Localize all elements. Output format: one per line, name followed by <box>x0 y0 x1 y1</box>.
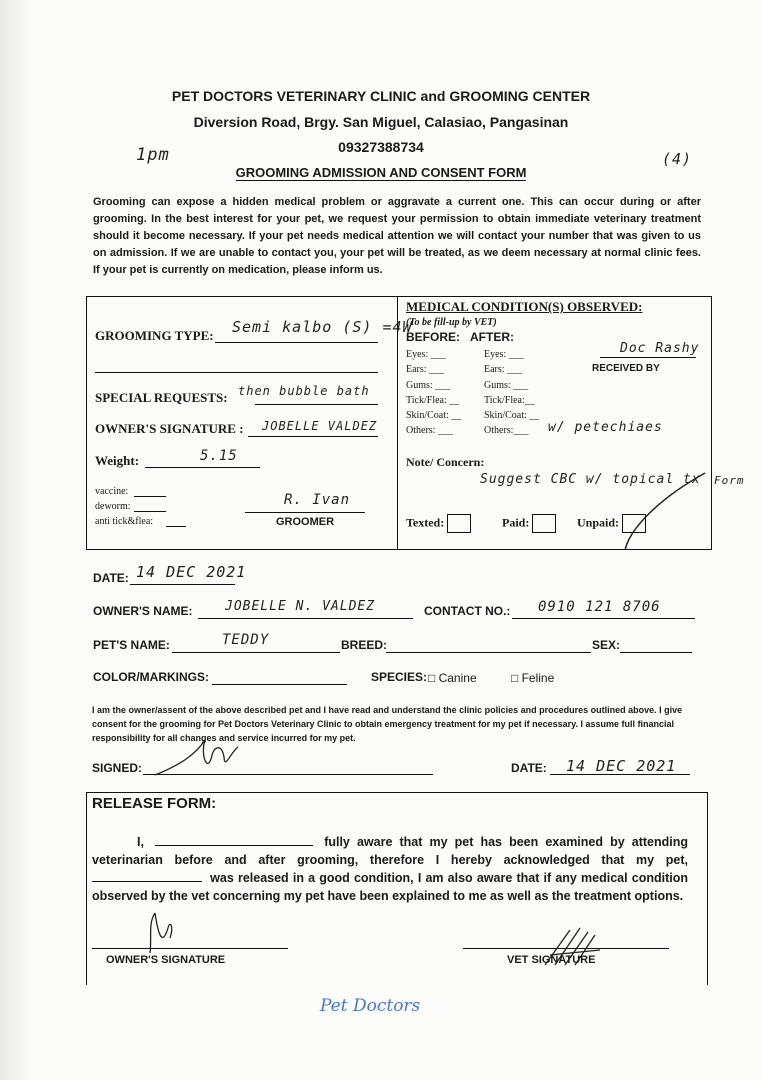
owner-signature-scribble <box>150 735 250 780</box>
weight-label: Weight: <box>95 453 140 468</box>
before-eyes: Eyes: ___ <box>406 349 446 360</box>
note-field[interactable]: Suggest CBC w/ topical tx <box>480 472 701 487</box>
owner-signature-label: OWNER'S SIGNATURE : <box>95 421 244 436</box>
grooming-type-line <box>215 342 378 343</box>
deworm-line <box>134 511 166 512</box>
vaccine-label: vaccine: <box>95 486 129 497</box>
intro-paragraph: Grooming can expose a hidden medical problem or aggravate a current one. This can occur during or after grooming. In the best interest for your pet, we request your permission to obtain immediate veterinary treatment should it become necessary. If your pet needs medical attention we will contact your number that was given to us on admission. If we are unable to contact you, your pet will be treated, as we deem necessary at normal clinic fees. If your pet is currently on medication, please inform us. <box>93 196 701 276</box>
vaccine-line <box>134 496 166 497</box>
release-text-b: was released in a good condition, I am also aware that if any medical condition observed by the vet concerning my pet have been explained to me as well as the treatment options. <box>92 871 688 903</box>
unpaid-check-mark <box>600 468 720 558</box>
weight-line <box>145 467 260 468</box>
time-note: 1pm <box>136 145 170 165</box>
received-by-line <box>600 357 696 358</box>
sex-label: SEX: <box>592 638 621 652</box>
breed-line <box>386 652 591 653</box>
form-title <box>0 165 762 180</box>
form-title-text: GROOMING ADMISSION AND CONSENT FORM <box>235 165 527 180</box>
paid-label <box>502 514 556 533</box>
note-label: Note/ Concern: <box>406 455 485 469</box>
texted-text: Texted: <box>406 515 445 530</box>
release-owner-sig-line <box>92 948 288 949</box>
owner-name-field[interactable]: JOBELLE N. VALDEZ <box>225 599 376 614</box>
others-after-field[interactable]: w/ petechiaes <box>548 420 663 435</box>
release-text-a: fully aware that my pet has been examined by attending veterinarian before and after grooming, therefore I hereby acknowledged that my pet, <box>92 835 688 867</box>
medical-title: MEDICAL CONDITION(S) OBSERVED: <box>406 299 643 314</box>
release-owner-scribble <box>140 908 180 958</box>
special-requests-label: SPECIAL REQUESTS: <box>95 390 228 405</box>
paid-checkbox[interactable] <box>532 514 556 533</box>
unpaid-text: Unpaid: <box>577 515 620 530</box>
species-feline[interactable]: □ Feline <box>511 671 555 685</box>
date-field[interactable]: 14 DEC 2021 <box>136 563 247 581</box>
texted-label <box>406 514 471 533</box>
groomer-line <box>245 512 365 513</box>
after-eyes: Eyes: ___ <box>484 349 524 360</box>
owner-name-label: OWNER'S NAME: <box>93 604 193 618</box>
grooming-blank-line <box>95 372 378 373</box>
after-tickflea: Tick/Flea:__ <box>484 394 535 406</box>
release-i: I, <box>137 835 144 849</box>
feline-text: Feline <box>521 671 555 685</box>
groomer-field[interactable]: R. Ivan <box>284 492 351 508</box>
weight-field[interactable]: 5.15 <box>200 448 238 464</box>
deworm-label: deworm: <box>95 501 131 512</box>
sex-line <box>620 652 692 653</box>
antitick-line <box>166 526 186 527</box>
color-markings-label: COLOR/MARKINGS: <box>93 670 209 684</box>
breed-label: BREED: <box>341 638 388 652</box>
after-list <box>484 347 539 439</box>
before-ears: Ears: ___ <box>406 364 445 376</box>
owner-signature-line <box>248 436 378 437</box>
paid-text: Paid: <box>502 515 530 530</box>
clinic-phone: 09327388734 <box>338 139 424 155</box>
before-list <box>406 347 461 439</box>
release-owner-sig-label: OWNER'S SIGNATURE <box>106 954 226 966</box>
date-label: DATE: <box>93 571 129 585</box>
after-ears: Ears: ___ <box>484 364 523 376</box>
before-others: Others: ___ <box>406 425 453 437</box>
release-name-blank[interactable] <box>155 833 313 846</box>
corner-note: (4) <box>662 150 693 168</box>
pet-name-field[interactable]: TEDDY <box>222 632 270 648</box>
signed-label: SIGNED: <box>92 761 143 775</box>
release-paragraph <box>92 833 688 905</box>
antitick-label: anti tick&flea: <box>95 516 154 527</box>
before-skincoat: Skin/Coat: __ <box>406 410 462 422</box>
owner-name-line <box>198 618 413 619</box>
clinic-address: Diversion Road, Brgy. San Miguel, Calasiao, Pangasinan <box>193 114 569 130</box>
texted-checkbox[interactable] <box>447 514 471 533</box>
before-tickflea: Tick/Flea: __ <box>406 394 460 406</box>
species-canine[interactable]: □ Canine <box>428 671 477 685</box>
before-gums: Gums: ___ <box>406 379 451 391</box>
after-label: AFTER: <box>470 330 514 344</box>
consent-date-label: DATE: <box>511 761 547 775</box>
consent-paragraph: I am the owner/assent of the above described pet and I have read and understand the clinic policies and procedures outlined above. I give consent for the grooming for Pet Doctors Veterinary Clinic to obtain emergency treatment for my pet if necessary. I assume full financial responsibility for all changes and service incurred for my pet. <box>92 705 683 743</box>
after-skincoat: Skin/Coat: __ <box>484 410 540 422</box>
color-markings-line <box>212 684 347 685</box>
contact-label: CONTACT NO.: <box>424 604 511 618</box>
canine-text: Canine <box>438 671 477 685</box>
received-by-label: RECEIVED BY <box>592 363 660 374</box>
groomer-label: GROOMER <box>275 516 335 528</box>
clinic-name: PET DOCTORS VETERINARY CLINIC and GROOMING CENTER <box>171 88 591 104</box>
consent-date-field[interactable]: 14 DEC 2021 <box>566 757 677 775</box>
special-requests-line <box>255 404 378 405</box>
species-label: SPECIES: <box>371 670 428 684</box>
contact-field[interactable]: 0910 121 8706 <box>538 599 661 615</box>
grooming-type-label: GROOMING TYPE: <box>95 328 214 343</box>
owner-signature-field[interactable]: JOBELLE VALDEZ <box>262 419 378 433</box>
medical-subtitle: (To be fill-up by VET) <box>406 317 497 328</box>
release-vet-sig-label: VET SIGNATURE <box>507 954 596 966</box>
grooming-type-field[interactable]: Semi kalbo (S) =4W <box>232 318 413 336</box>
date-line <box>130 584 235 585</box>
pet-name-label: PET'S NAME: <box>93 638 170 652</box>
after-gums: Gums: ___ <box>484 379 529 391</box>
scan-edge <box>0 0 30 1080</box>
release-pet-blank[interactable] <box>92 869 202 882</box>
received-by-field[interactable]: Doc Rashy <box>620 341 700 356</box>
after-others: Others:___ <box>484 425 529 437</box>
special-requests-field[interactable]: then bubble bath <box>238 384 370 398</box>
footer-note: Pet Doctors <box>320 996 421 1016</box>
pet-name-line <box>172 652 340 653</box>
note-extra: Form <box>714 474 745 487</box>
contact-line <box>512 618 695 619</box>
before-label: BEFORE: <box>406 330 460 344</box>
release-title: RELEASE FORM: <box>92 795 217 812</box>
